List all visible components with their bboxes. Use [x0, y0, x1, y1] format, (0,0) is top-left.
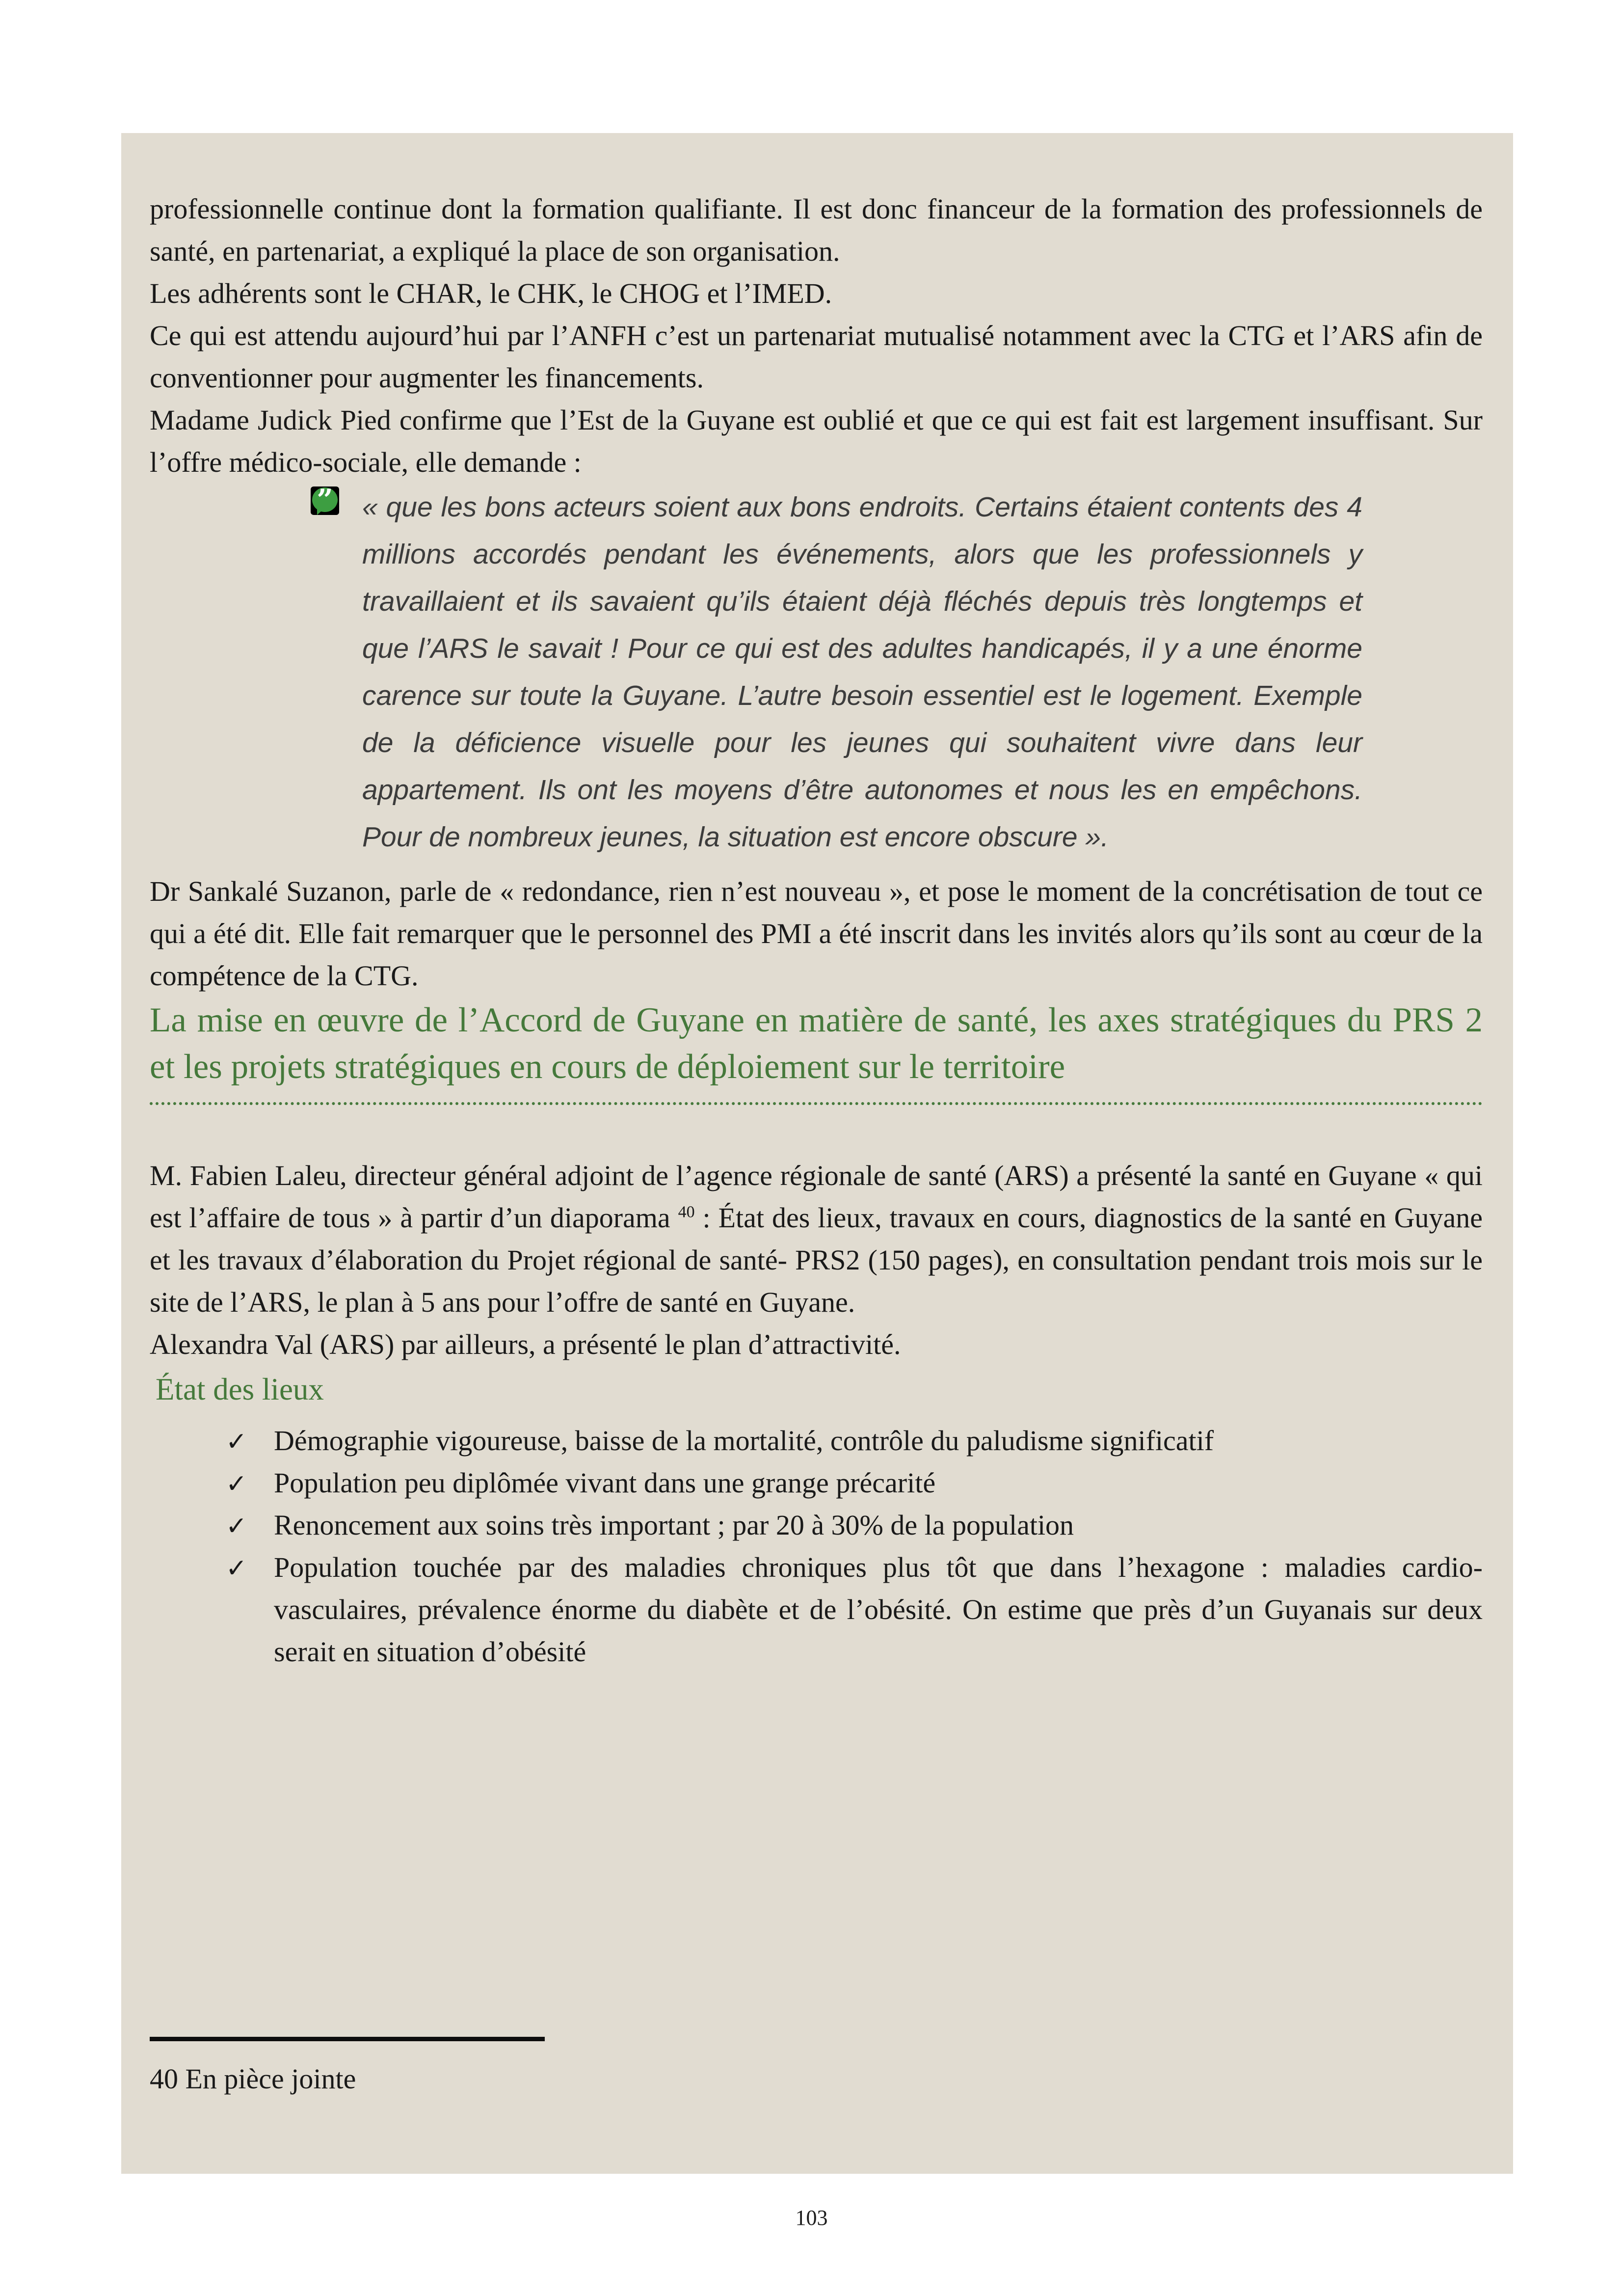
paragraph-sankale: Dr Sankalé Suzanon, parle de « redondance, rien n’est nouveau », et pose le moment de la concrétisation de tout ce qui a été dit. Elle fait remarquer que le personnel des PMI a été inscrit dans les invités alors qu’ils sont au cœur de la compétence de la CTG. — [150, 875, 1483, 992]
checklist-item — [226, 1420, 1483, 1462]
content-panel — [121, 133, 1513, 2174]
checklist-item-text: Démographie vigoureuse, baisse de la mortalité, contrôle du paludisme significatif — [274, 1425, 1214, 1457]
checklist — [150, 1420, 1483, 1673]
quote-block — [317, 483, 1362, 861]
paragraph-fabien-laleu — [150, 1155, 1483, 1324]
paragraph-formation: professionnelle continue dont la formation qualifiante. Il est donc financeur de la formation des professionnels de santé, en partenariat, a expliqué la place de son organisation. — [150, 193, 1483, 267]
footnote-text: 40 En pièce jointe — [150, 2063, 356, 2095]
checklist-item — [226, 1462, 1483, 1504]
dotted-divider — [150, 1102, 1483, 1105]
checkmark-icon: ✓ — [226, 1554, 247, 1583]
checklist-item — [226, 1504, 1483, 1546]
quote-text: « que les bons acteurs soient aux bons endroits. Certains étaient contents des 4 millions accordés pendant les événements, alors que les professionnels y travaillaient et ils savaient qu’ils étaient déjà fléchés depuis très longtemps et que l’ARS le savait ! Pour ce qui est des adultes handicapés, il y a une énorme carence sur toute la Guyane. L’autre besoin essentiel est le logement. Exemple de la déficience visuelle pour les jeunes qui souhaitent vivre dans leur appartement. Ils ont les moyens d’être autonomes et nous les en empêchons. Pour de nombreux jeunes, la situation est encore obscure ». — [362, 491, 1362, 853]
paragraph-anfh: Ce qui est attendu aujourd’hui par l’ANFH c’est un partenariat mutualisé notamment avec la CTG et l’ARS afin de conventionner pour augmenter les financements. — [150, 320, 1483, 394]
checkmark-icon: ✓ — [226, 1427, 247, 1457]
checkmark-icon: ✓ — [226, 1469, 247, 1499]
checkmark-icon: ✓ — [226, 1512, 247, 1541]
paragraph-judick-pied: Madame Judick Pied confirme que l’Est de la Guyane est oublié et que ce qui est fait est largement insuffisant. Sur l’offre médico-sociale, elle demande : — [150, 404, 1483, 478]
checklist-item — [226, 1546, 1483, 1673]
panel-spacer — [150, 1673, 1483, 2037]
paragraph-alexandra-val: Alexandra Val (ARS) par ailleurs, a présenté le plan d’attractivité. — [150, 1328, 901, 1360]
paragraph-fabien-laleu-text: M. Fabien Laleu, directeur général adjoint de l’agence régionale de santé (ARS) a présenté la santé en Guyane « qui est l’affaire de tous » à partir d’un diaporama — [150, 1160, 1483, 1234]
paragraph-adherents: Les adhérents sont le CHAR, le CHK, le CHOG et l’IMED. — [150, 277, 832, 309]
footnote — [150, 2037, 1483, 2100]
quote-bubble-icon — [311, 483, 339, 516]
paragraph-fabien-laleu-text-2: : État des lieux, travaux en cours, diagnostics de la santé en Guyane et les travaux d’élaboration du Projet régional de santé- PRS2 (150 pages), en consultation pendant trois mois sur le site de l’ARS, le plan à 5 ans pour l’offre de santé en Guyane. — [150, 1202, 1483, 1318]
page-number: 103 — [795, 2206, 828, 2230]
checklist-item-text: Renoncement aux soins très important ; par 20 à 30% de la population — [274, 1509, 1074, 1541]
footnote-reference: 40 — [678, 1203, 695, 1221]
section-heading: La mise en œuvre de l’Accord de Guyane en matière de santé, les axes stratégiques du PRS 2 et les projets stratégiques en cours de déploiement sur le territoire — [150, 1001, 1483, 1086]
footnote-rule — [150, 2037, 545, 2041]
checklist-item-text: Population touchée par des maladies chroniques plus tôt que dans l’hexagone : maladies cardio-vasculaires, prévalence énorme du diabète et de l’obésité. On estime que près d’un Guyanais sur deux serait en situation d’obésité — [274, 1551, 1483, 1668]
checklist-item-text: Population peu diplômée vivant dans une grange précarité — [274, 1467, 936, 1499]
quote-marks-glyph: ” — [317, 483, 333, 516]
subsection-heading: État des lieux — [156, 1372, 324, 1406]
